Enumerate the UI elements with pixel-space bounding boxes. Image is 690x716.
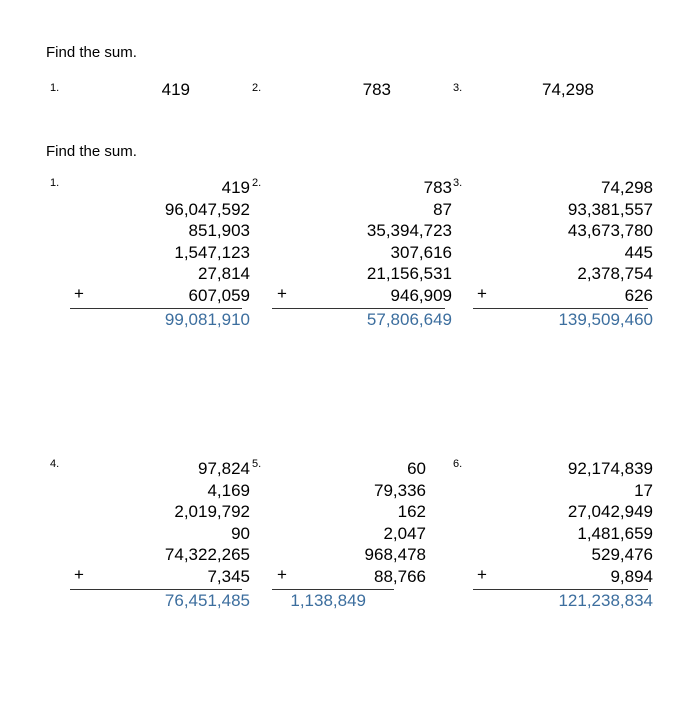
section1-item-1-value: 419: [161, 80, 190, 99]
problem-2: [252, 177, 452, 352]
addend: 1,481,659: [577, 523, 653, 543]
plus-sign: +: [74, 565, 84, 584]
addend: 21,156,531: [366, 264, 452, 283]
addend: 87: [433, 199, 452, 219]
plus-sign: +: [74, 284, 84, 303]
problem-6: [453, 458, 653, 633]
problem-number: 3.: [453, 177, 463, 189]
section1-item-1-number: 1.: [50, 82, 60, 94]
addend: 607,059: [188, 285, 250, 305]
problem-3: [453, 177, 653, 352]
addend: 529,476: [591, 545, 653, 564]
addend: 74,298: [601, 178, 653, 197]
problem-number: 6.: [453, 458, 463, 470]
addend: 97,824: [198, 459, 250, 478]
addend: 9,894: [610, 566, 653, 586]
problem-1: [50, 177, 250, 352]
sum-answer: 1,138,849: [290, 591, 366, 610]
plus-sign: +: [277, 565, 287, 584]
addend: 419: [221, 178, 250, 197]
addend: 2,047: [383, 523, 426, 543]
addend: 968,478: [364, 545, 426, 564]
addend-list: [312, 177, 452, 306]
addend: 2,019,792: [174, 502, 250, 521]
addend: 946,909: [390, 285, 452, 305]
addend: 88,766: [374, 566, 426, 586]
addend: 851,903: [188, 221, 250, 240]
addend: 96,047,592: [164, 199, 250, 219]
sum-rule: [70, 308, 242, 309]
addend: 17: [634, 480, 653, 500]
addend: 79,336: [374, 480, 426, 500]
sum-answer: 139,509,460: [558, 310, 653, 329]
addend-list: [110, 177, 250, 306]
addend: 307,616: [390, 242, 452, 262]
addend-list: [286, 458, 426, 587]
addend: 43,673,780: [567, 221, 653, 240]
sum-rule: [272, 308, 445, 309]
plus-sign: +: [477, 565, 487, 584]
section1-heading: Find the sum.: [46, 44, 137, 61]
addend: 35,394,723: [366, 221, 452, 240]
sum-rule: [272, 589, 394, 590]
addend: 27,814: [198, 264, 250, 283]
addend: 2,378,754: [577, 264, 653, 283]
sum-rule: [70, 589, 242, 590]
sum-rule: [473, 308, 648, 309]
addend-list: [110, 458, 250, 587]
sum-rule: [473, 589, 648, 590]
addend: 27,042,949: [567, 502, 653, 521]
sum-answer: 121,238,834: [558, 591, 653, 610]
problem-number: 4.: [50, 458, 60, 470]
plus-sign: +: [277, 284, 287, 303]
sum-answer: 57,806,649: [366, 310, 452, 329]
addend: 1,547,123: [174, 242, 250, 262]
addend: 626: [624, 285, 653, 305]
problem-5: [252, 458, 452, 633]
problem-4: [50, 458, 250, 633]
sum-answer: 76,451,485: [164, 591, 250, 610]
addend: 783: [423, 178, 452, 197]
problem-number: 1.: [50, 177, 60, 189]
section1-item-2-number: 2.: [252, 82, 262, 94]
addend: 90: [231, 523, 250, 543]
addend: 92,174,839: [567, 459, 653, 478]
section1-item-3-value: 74,298: [542, 80, 594, 99]
addend-list: [513, 458, 653, 587]
addend: 60: [407, 459, 426, 478]
addend: 445: [624, 242, 653, 262]
addend-list: [513, 177, 653, 306]
problem-number: 2.: [252, 177, 262, 189]
section2-heading: Find the sum.: [46, 143, 137, 160]
addend: 7,345: [207, 566, 250, 586]
plus-sign: +: [477, 284, 487, 303]
addend: 4,169: [207, 480, 250, 500]
addend: 93,381,557: [567, 199, 653, 219]
addend: 162: [397, 502, 426, 521]
section1-item-2-value: 783: [362, 80, 391, 99]
problem-number: 5.: [252, 458, 262, 470]
section1-item-3-number: 3.: [453, 82, 463, 94]
addend: 74,322,265: [164, 545, 250, 564]
sum-answer: 99,081,910: [164, 310, 250, 329]
